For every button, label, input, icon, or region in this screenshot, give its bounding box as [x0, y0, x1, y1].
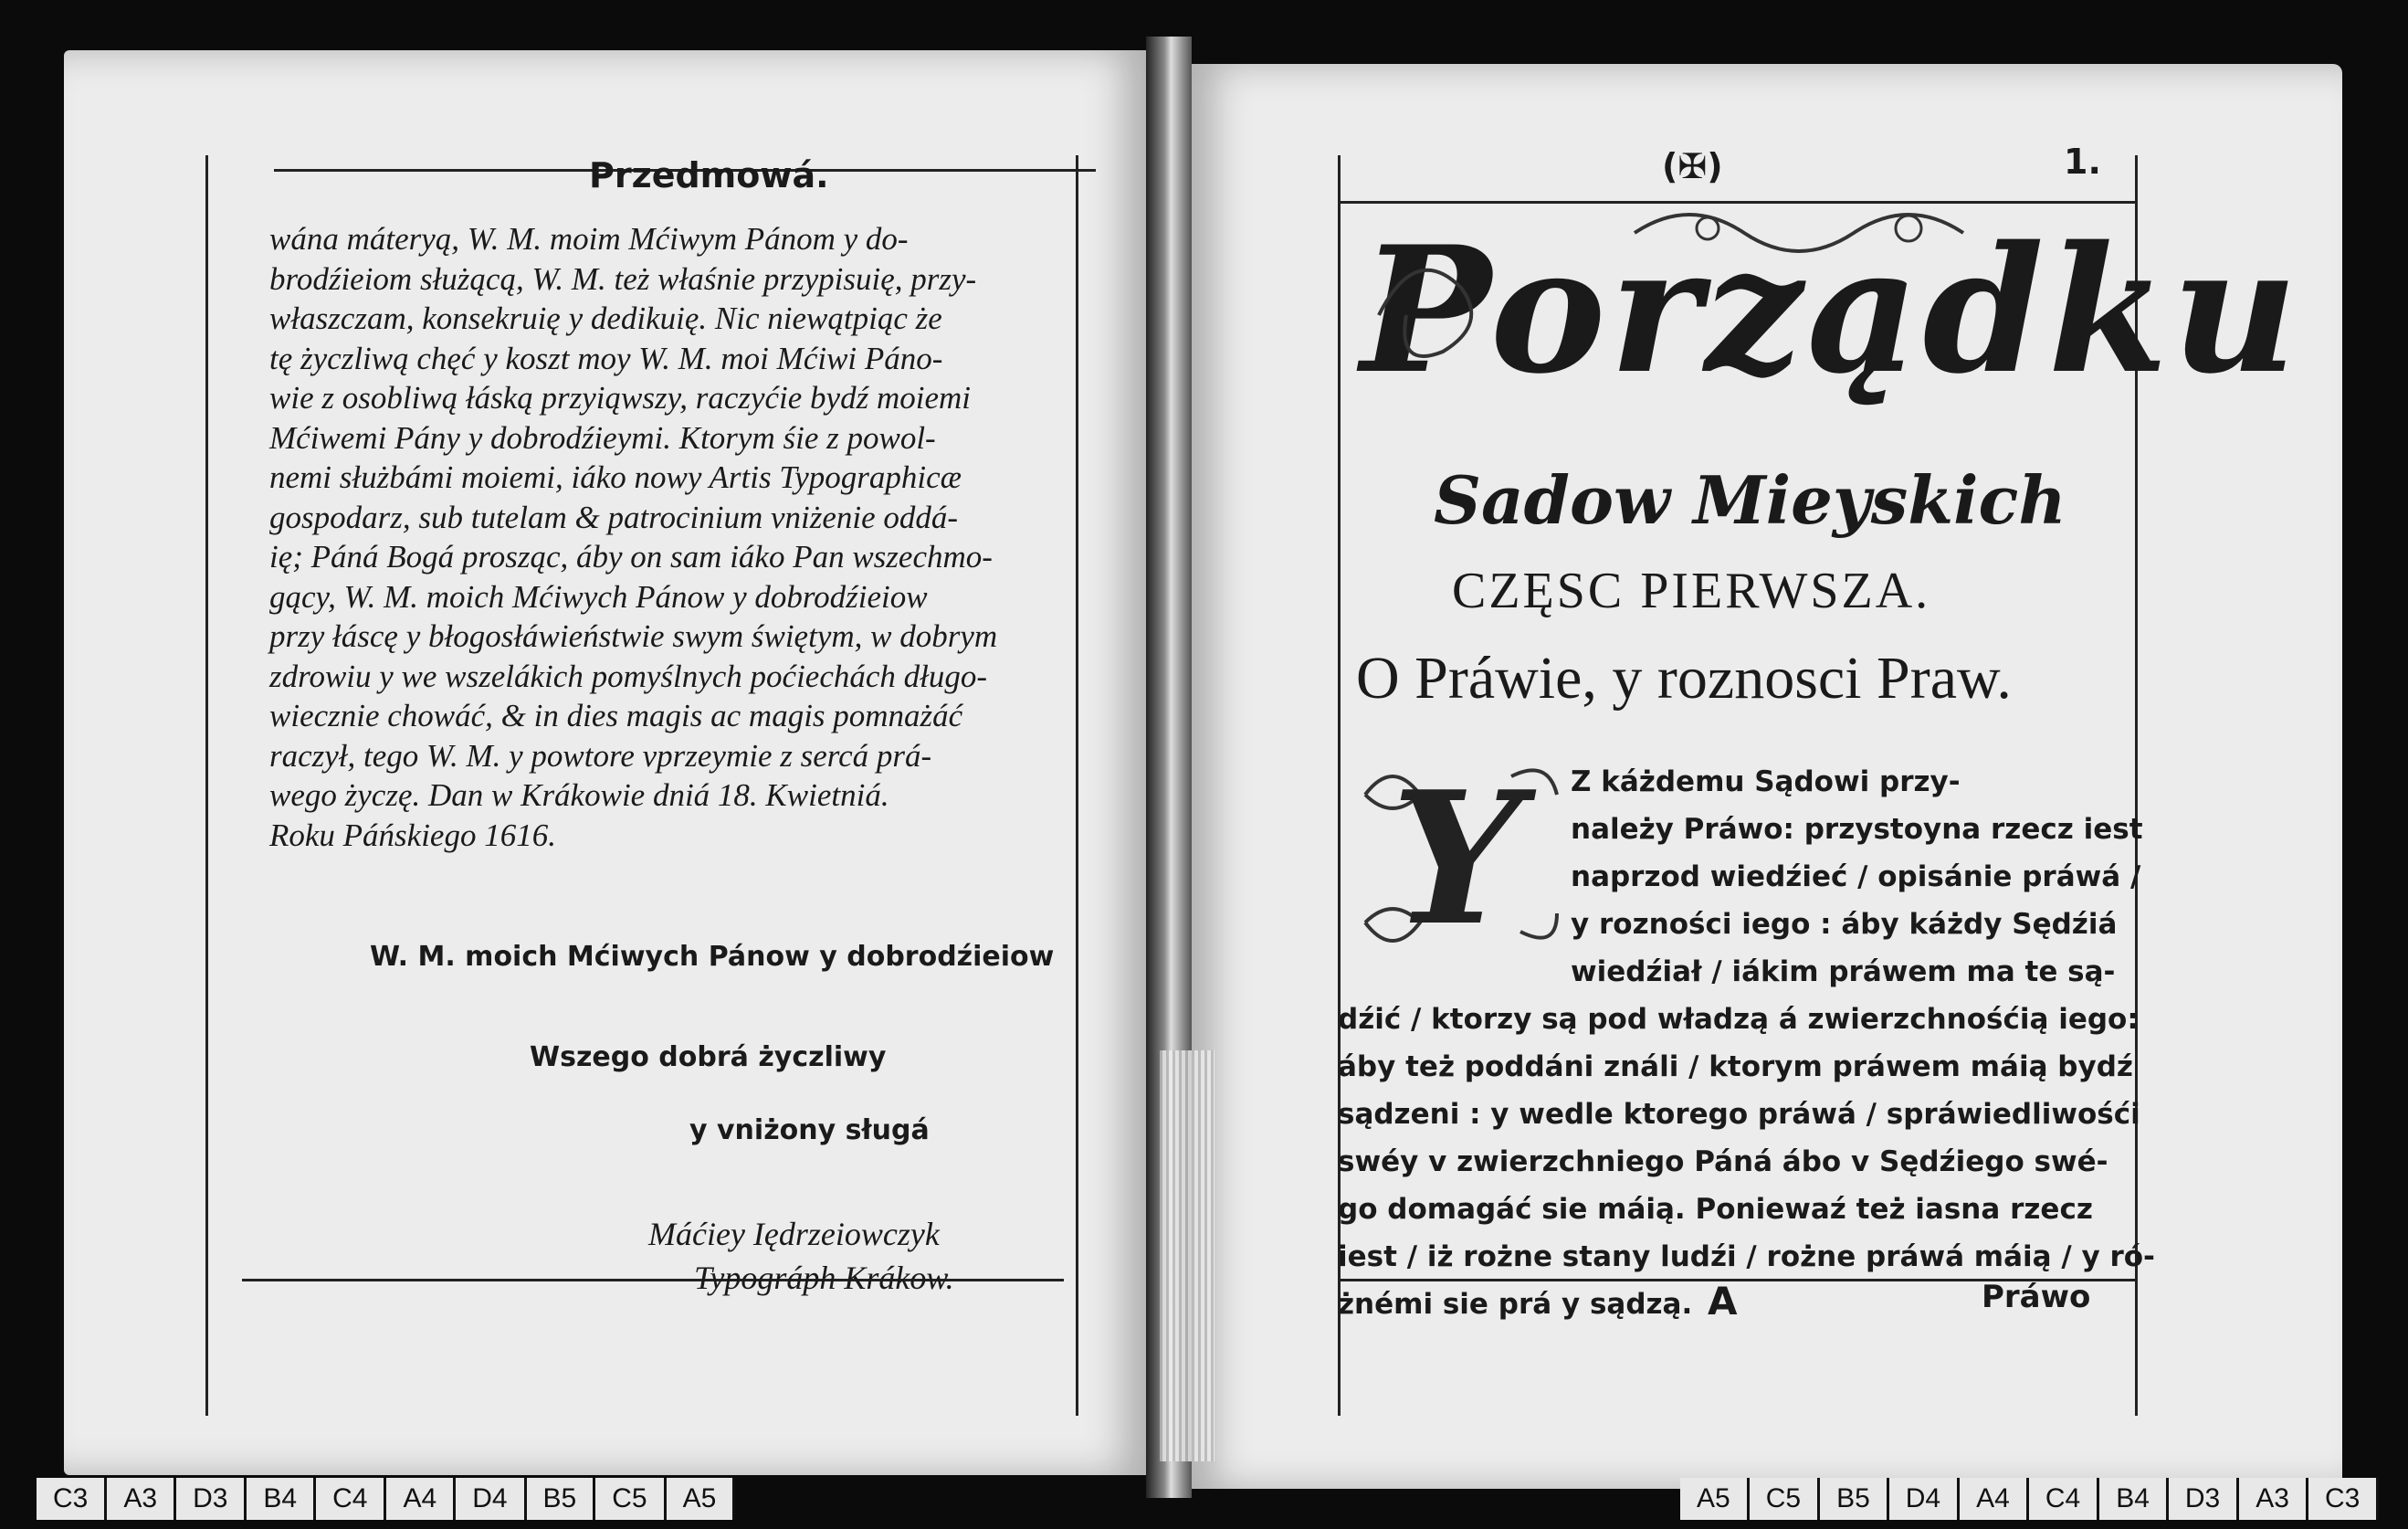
chapter-line: należy Práwo: przystoyna rzecz iest — [1571, 813, 2143, 846]
chapter-line: naprzod wiedźieć / opisánie práwá / — [1571, 860, 2141, 893]
tab-label[interactable]: A4 — [386, 1478, 456, 1520]
closing-line-2: y vniżony sługá — [689, 1114, 930, 1146]
chapter-line: żnémi sie prá y sądzą. — [1338, 1288, 1693, 1321]
catchword: Práwo — [1982, 1279, 2091, 1315]
chapter-line: sądzeni : y wedle ktorego práwá / spráwiedliwośći — [1338, 1098, 2140, 1131]
tab-label[interactable]: B4 — [247, 1478, 316, 1520]
preface-line: nemi służbámi moiemi, iáko nowy Artis Typographicæ — [269, 459, 962, 495]
running-head: Przedmowá. — [589, 155, 829, 195]
tab-label[interactable]: B5 — [1820, 1478, 1889, 1520]
drop-cap-letter: Y — [1391, 752, 1522, 966]
preface-line: wána máteryą, W. M. moim Mćiwym Pánom y do- — [269, 221, 909, 257]
preface-line: wie z osobliwą łáską przyiąwszy, raczyćie bydź moiemi — [269, 380, 972, 416]
page-number: 1. — [2064, 142, 2101, 182]
preface-line: tę życzliwą chęć y koszt moy W. M. moi Mćiwi Páno- — [269, 340, 943, 376]
left-tab-strip — [37, 1478, 735, 1520]
tab-label[interactable]: D3 — [176, 1478, 247, 1520]
preface-line: gospodarz, sub tutelam & patrocinium vniżenie oddá- — [269, 499, 959, 535]
preface-line: Mćiwemi Pány y dobrodźieymi. Ktorym śie z powol- — [269, 419, 936, 456]
preface-line: Roku Páńskiego 1616. — [269, 817, 556, 853]
preface-line: gący, W. M. moich Mćiwych Pánow y dobrodźieiow — [269, 578, 928, 615]
preface-line: ię; Páná Bogá prosząc, áby on sam iáko Pan wszechmo- — [269, 539, 993, 575]
preface-line: wego życzę. Dan w Krákowie dniá 18. Kwietniá. — [269, 777, 889, 813]
section-heading: O Práwie, y roznosci Praw. — [1356, 645, 2012, 712]
book-subtitle: Sadow Mieyskich — [1434, 461, 2066, 539]
tab-label[interactable]: C4 — [2029, 1478, 2099, 1520]
ornament-mark: (✠) — [1662, 146, 1723, 186]
chapter-line: wiedźiał / iákim práwem ma te są- — [1571, 955, 2116, 988]
tab-label[interactable]: A3 — [107, 1478, 176, 1520]
tab-label[interactable]: C5 — [1750, 1478, 1820, 1520]
preface-line: wiecznie chowáć, & in dies magis ac magis pomnażáć — [269, 698, 963, 733]
tab-label[interactable]: C4 — [316, 1478, 386, 1520]
title-block — [1361, 206, 2302, 434]
chapter-line: Z káżdemu Sądowi przy- — [1571, 765, 1961, 798]
chapter-line: swéy v zwierzchniego Páná ábo v Sędźiego swé- — [1338, 1145, 2108, 1178]
tab-label[interactable]: A5 — [667, 1478, 736, 1520]
preface-line: raczył, tego W. M. y powtore vprzeymie z sercá prá- — [269, 737, 932, 774]
preface-line: brodźieiom służącą, W. M. też właśnie przypisuię, przy- — [269, 260, 977, 297]
salutation: W. M. moich Mćiwych Pánow y dobrodźieiow — [370, 941, 1055, 973]
signature-name: Máćiey Iędrzeiowczyk — [648, 1216, 940, 1252]
closing-line-1: Wszego dobrá życzliwy — [530, 1041, 887, 1073]
chapter-line: go domagáć sie máią. Poniewaź też iasna rzecz — [1338, 1193, 2093, 1226]
tab-label[interactable]: C3 — [37, 1478, 107, 1520]
preface-line: przy łáscę y błogosłáwieństwie swym świętym, w dobrym — [269, 618, 998, 654]
chapter-line: y rozności iego : áby káżdy Sędźiá — [1571, 908, 2118, 941]
preface-text — [269, 219, 1087, 855]
tab-label[interactable]: D4 — [1889, 1478, 1960, 1520]
tab-label[interactable]: A3 — [2239, 1478, 2308, 1520]
chapter-line: dźić / ktorzy są pod władzą á zwierzchnośćią iego: — [1338, 1003, 2139, 1036]
preface-line: zdrowiu y we wszelákich pomyślnych poćiechách długo- — [269, 658, 988, 694]
signature-title: Typográph Krákow. — [694, 1260, 954, 1296]
tab-label[interactable]: A5 — [1680, 1478, 1750, 1520]
tab-label[interactable]: D3 — [2169, 1478, 2239, 1520]
right-tab-strip — [1680, 1478, 2379, 1520]
tab-label[interactable]: C5 — [595, 1478, 666, 1520]
tab-label[interactable]: B4 — [2099, 1478, 2169, 1520]
title-flourish-icon — [1361, 206, 2302, 434]
chapter-line: áby też poddáni ználi / ktorym práwem máią bydź — [1338, 1050, 2133, 1083]
tab-label[interactable]: B5 — [527, 1478, 596, 1520]
preface-line: właszczam, konsekruię y dedikuię. Nic niewątpiąc że — [269, 301, 942, 336]
signature-mark: A — [1708, 1279, 1738, 1323]
right-top-rule — [1338, 201, 2135, 204]
tab-label[interactable]: D4 — [456, 1478, 526, 1520]
part-heading: CZĘSC PIERWSZA. — [1452, 563, 1931, 619]
chapter-line: iest / iż rożne stany ludźi / rożne práwá máią / y ró- — [1338, 1240, 2155, 1273]
binding-threads — [1160, 1050, 1215, 1461]
book-title: Porządku — [1361, 208, 2302, 412]
tab-label[interactable]: C3 — [2308, 1478, 2379, 1520]
tab-label[interactable]: A4 — [1960, 1478, 2029, 1520]
chapter-text — [1338, 758, 2155, 1328]
